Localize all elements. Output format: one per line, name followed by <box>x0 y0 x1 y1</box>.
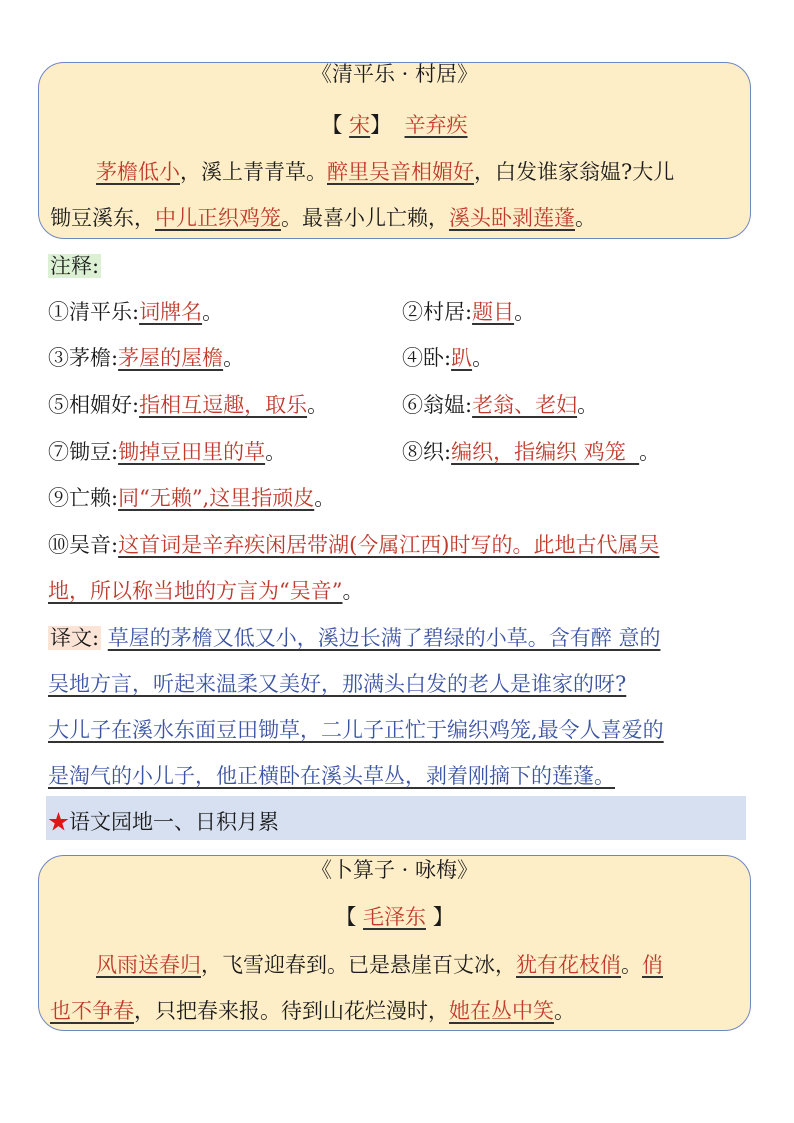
note-item <box>402 438 660 466</box>
poem1-line1 <box>50 158 674 186</box>
section-heading <box>48 808 279 836</box>
notes-heading-label: 注释: <box>50 254 100 278</box>
note-label: ②村居: <box>402 300 473 324</box>
bracket: 】 <box>370 113 392 137</box>
translation-label: 译文: <box>50 626 100 650</box>
note-item <box>48 484 335 512</box>
bracket: 】 <box>432 905 454 929</box>
note-label: ⑨亡赖: <box>48 486 119 510</box>
note-item <box>402 391 598 419</box>
poem2-text: 。 <box>554 999 575 1023</box>
note-label: ⑧织: <box>402 440 452 464</box>
poem1-text: ，白发谁家翁媪?大儿 <box>474 160 675 184</box>
section-title: 语文园地一、日积月累 <box>69 810 279 834</box>
note-label: ③茅檐: <box>48 346 119 370</box>
note-item <box>48 391 328 419</box>
note-item <box>48 438 286 466</box>
poem1-text: 。最喜小儿亡赖， <box>281 206 449 230</box>
note-label: ④卧: <box>402 346 452 370</box>
poem2-phrase: 犹有花枝俏 <box>516 953 621 977</box>
poem2-author: 毛泽东 <box>363 905 426 929</box>
poem1-text: 锄豆溪东， <box>50 206 155 230</box>
note-item-10 <box>48 531 659 559</box>
note-item <box>402 298 535 326</box>
poem2-phrase: 俏 <box>642 953 663 977</box>
bracket: 【 <box>335 905 357 929</box>
poem2-text: ，飞雪迎春到。已是悬崖百丈冰， <box>201 953 516 977</box>
note-value: 趴 <box>451 346 473 370</box>
note-label: ⑦锄豆: <box>48 440 119 464</box>
poem1-text: 。 <box>575 206 596 230</box>
note-item <box>402 344 493 372</box>
poem1-line2 <box>50 204 596 232</box>
poem1-text: ，溪上青青草。 <box>180 160 327 184</box>
poem1-title: 《清平乐 · 村居》 <box>310 62 479 86</box>
translation-line <box>48 716 664 744</box>
poem2-phrase: 风雨送春归 <box>96 953 201 977</box>
note-end: 。 <box>265 440 287 464</box>
poem1-author: 辛弃疾 <box>404 113 468 137</box>
notes-heading <box>48 252 101 280</box>
note-value: 同“无赖”,这里指顽皮 <box>118 486 315 510</box>
poem2-phrase: 她在丛中笑 <box>449 999 554 1023</box>
translation-text: 吴地方言，听起来温柔又美好，那满头白发的老人是谁家的呀? <box>48 672 627 696</box>
poem2-text: ，只把春来报。待到山花烂漫时， <box>134 999 449 1023</box>
poem2-line1 <box>50 951 663 979</box>
poem2-phrase: 也不争春 <box>50 999 134 1023</box>
note-value: 茅屋的屋檐 <box>118 346 224 370</box>
note-item <box>48 344 244 372</box>
note-label: ⑤相媚好: <box>48 393 140 417</box>
note-end: 。 <box>314 486 336 510</box>
translation-text: 草屋的茅檐又低又小，溪边长满了碧绿的小草。含有醉 意的 <box>107 626 661 650</box>
poem1-phrase: 溪头卧剥莲蓬 <box>449 206 575 230</box>
note-end: 。 <box>514 300 536 324</box>
note-value: 词牌名 <box>139 300 203 324</box>
bracket: 【 <box>321 113 343 137</box>
poem1-byline <box>38 111 751 139</box>
note-value: 指相互逗趣，取乐 <box>139 393 308 417</box>
note-item-10-cont <box>48 577 363 605</box>
note-end: 。 <box>472 346 494 370</box>
poem2-title: 《卜算子 · 咏梅》 <box>310 858 479 882</box>
translation-line <box>48 670 626 698</box>
note-end: 。 <box>639 440 661 464</box>
poem1-dynasty: 宋 <box>349 113 371 137</box>
note-value: 地，所以称当地的方言为“吴音” <box>48 579 343 603</box>
note-value: 这首词是辛弃疾闲居带湖(今属江西)时写的。此地古代属吴 <box>118 533 660 557</box>
poem1-phrase: 茅檐低小 <box>96 160 180 184</box>
note-end: 。 <box>202 300 224 324</box>
translation-line <box>48 624 660 652</box>
note-label: ①清平乐: <box>48 300 140 324</box>
poem2-text: 。 <box>621 953 642 977</box>
poem1-phrase: 中儿正织鸡笼 <box>155 206 281 230</box>
poem2-line2 <box>50 997 575 1025</box>
translation-line <box>48 762 615 790</box>
translation-text: 大儿子在溪水东面豆田锄草，二儿子正忙于编织鸡笼,最令人喜爱的 <box>48 718 664 742</box>
note-end: 。 <box>223 346 245 370</box>
note-value: 老翁、老妇 <box>472 393 578 417</box>
poem1-phrase: 醉里吴音相媚好 <box>327 160 474 184</box>
note-label: ⑩吴音: <box>48 533 119 557</box>
note-item <box>48 298 223 326</box>
star-icon: ★ <box>48 810 69 834</box>
note-value: 题目 <box>472 300 515 324</box>
note-end: 。 <box>577 393 599 417</box>
note-value: 编织，指编织 鸡笼 <box>451 440 640 464</box>
poem2-byline <box>38 903 751 931</box>
note-end: 。 <box>307 393 329 417</box>
note-value: 锄掉豆田里的草 <box>118 440 266 464</box>
translation-text: 是淘气的小儿子，他正横卧在溪头草丛，剥着刚摘下的莲蓬。 <box>48 764 615 788</box>
note-end: 。 <box>342 579 364 603</box>
note-label: ⑥翁媪: <box>402 393 473 417</box>
